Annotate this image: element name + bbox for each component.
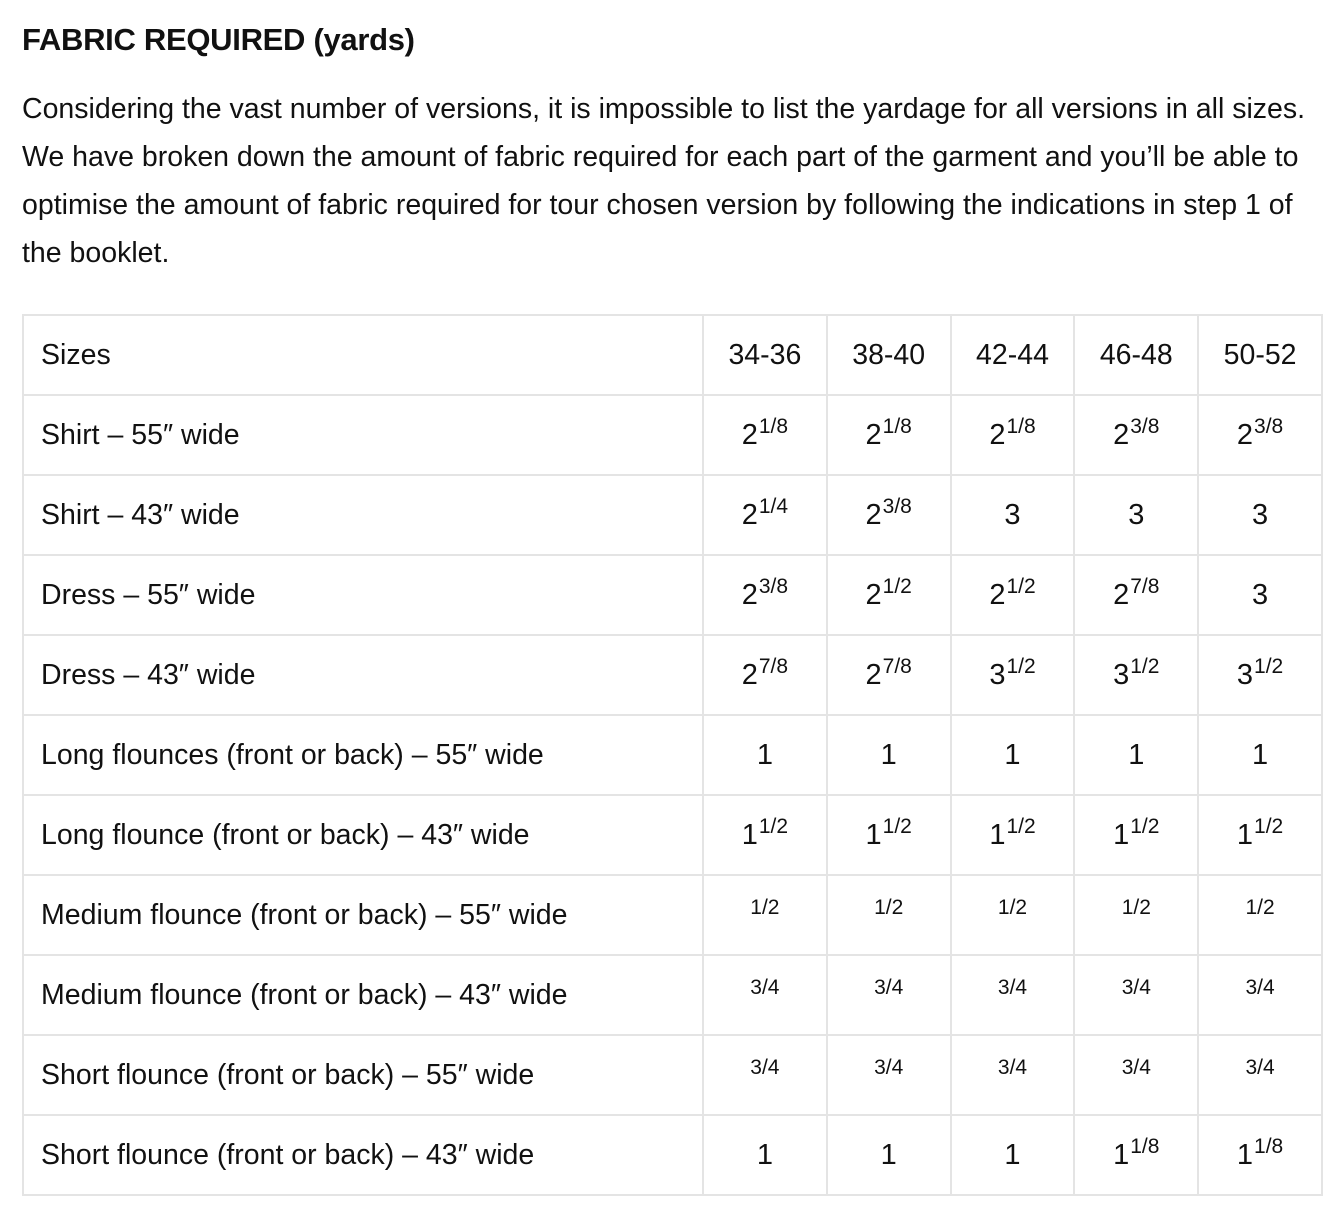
yardage-cell	[951, 875, 1075, 955]
yardage-whole: 2	[741, 578, 758, 611]
yardage-cell	[827, 955, 951, 1035]
yardage-fraction: 3/4	[874, 975, 904, 999]
yardage-fraction: 1/2	[1121, 895, 1151, 919]
table-row	[23, 635, 1322, 715]
yardage-fraction: 3/4	[1121, 975, 1151, 999]
yardage-whole: 2	[865, 658, 882, 691]
yardage-fraction: 1/2	[1006, 574, 1036, 598]
yardage-fraction: 7/8	[758, 654, 789, 678]
row-label: Shirt – 43″ wide	[23, 475, 703, 555]
yardage-whole: 1	[1252, 738, 1269, 771]
yardage-cell	[1198, 1115, 1322, 1195]
yardage-cell	[951, 955, 1075, 1035]
sizes-header: Sizes	[23, 315, 703, 395]
yardage-cell	[1198, 795, 1322, 875]
yardage-cell	[703, 635, 827, 715]
yardage-cell	[703, 955, 827, 1035]
yardage-cell	[951, 555, 1075, 635]
size-header: 42-44	[951, 315, 1075, 395]
yardage-fraction: 1/8	[758, 414, 789, 438]
yardage-cell	[1198, 395, 1322, 475]
yardage-fraction: 3/4	[750, 975, 780, 999]
yardage-whole: 2	[741, 658, 758, 691]
yardage-fraction: 1/2	[1254, 814, 1284, 838]
yardage-cell	[1074, 395, 1198, 475]
size-header: 34-36	[703, 315, 827, 395]
yardage-whole: 3	[1128, 498, 1145, 531]
yardage-fraction: 1/2	[1245, 895, 1275, 919]
yardage-cell	[1074, 1035, 1198, 1115]
yardage-cell	[703, 875, 827, 955]
yardage-whole: 1	[1128, 738, 1145, 771]
yardage-fraction: 7/8	[1130, 574, 1160, 598]
yardage-cell	[703, 1035, 827, 1115]
yardage-fraction: 3/4	[997, 1055, 1028, 1079]
yardage-whole: 1	[1004, 738, 1021, 771]
yardage-cell	[1074, 795, 1198, 875]
yardage-cell	[703, 795, 827, 875]
yardage-cell	[951, 475, 1075, 555]
table-row	[23, 395, 1322, 475]
yardage-cell	[703, 555, 827, 635]
table-row	[23, 475, 1322, 555]
yardage-fraction: 3/8	[882, 494, 912, 518]
row-label: Dress – 55″ wide	[23, 555, 703, 635]
yardage-cell	[827, 635, 951, 715]
yardage-whole: 1	[1236, 818, 1254, 851]
yardage-fraction: 3/8	[758, 574, 789, 598]
yardage-whole: 3	[1236, 658, 1254, 691]
yardage-fraction: 7/8	[882, 654, 912, 678]
yardage-cell	[827, 475, 951, 555]
yardage-fraction: 3/4	[750, 1055, 780, 1079]
table-row	[23, 715, 1322, 795]
yardage-cell	[703, 1115, 827, 1195]
yardage-fraction: 1/2	[750, 895, 780, 919]
yardage-whole: 2	[741, 418, 758, 451]
yardage-whole: 1	[756, 1138, 773, 1171]
yardage-cell	[951, 715, 1075, 795]
yardage-whole: 1	[756, 738, 773, 771]
yardage-fraction: 3/8	[1254, 414, 1284, 438]
yardage-cell	[951, 635, 1075, 715]
yardage-whole: 2	[1113, 418, 1130, 451]
yardage-cell	[1198, 1035, 1322, 1115]
yardage-whole: 1	[989, 818, 1006, 851]
yardage-whole: 2	[741, 498, 758, 531]
yardage-whole: 1	[1113, 1138, 1130, 1171]
row-label: Medium flounce (front or back) – 55″ wide	[23, 875, 703, 955]
yardage-fraction: 1/8	[1130, 1134, 1160, 1158]
yardage-cell	[827, 875, 951, 955]
yardage-whole: 3	[1252, 498, 1269, 531]
yardage-whole: 3	[1004, 498, 1021, 531]
yardage-fraction: 1/8	[1254, 1134, 1284, 1158]
yardage-cell	[1074, 475, 1198, 555]
size-header: 46-48	[1074, 315, 1198, 395]
yardage-cell	[703, 715, 827, 795]
yardage-whole: 1	[880, 1138, 897, 1171]
table-row	[23, 1115, 1322, 1195]
yardage-cell	[1198, 635, 1322, 715]
yardage-cell	[827, 795, 951, 875]
yardage-fraction: 1/2	[1130, 654, 1160, 678]
yardage-cell	[1074, 635, 1198, 715]
yardage-cell	[827, 1115, 951, 1195]
yardage-fraction: 1/2	[997, 895, 1028, 919]
yardage-cell	[1074, 955, 1198, 1035]
yardage-cell	[1198, 955, 1322, 1035]
row-label: Long flounce (front or back) – 43″ wide	[23, 795, 703, 875]
yardage-cell	[827, 395, 951, 475]
yardage-whole: 2	[865, 578, 882, 611]
yardage-fraction: 1/2	[882, 574, 912, 598]
yardage-cell	[951, 1115, 1075, 1195]
yardage-whole: 2	[989, 578, 1006, 611]
yardage-whole: 1	[880, 738, 897, 771]
yardage-cell	[951, 1035, 1075, 1115]
yardage-cell	[1198, 715, 1322, 795]
fabric-table	[22, 314, 1323, 1196]
yardage-fraction: 3/4	[1245, 975, 1275, 999]
row-label: Dress – 43″ wide	[23, 635, 703, 715]
yardage-cell	[1198, 555, 1322, 635]
yardage-fraction: 1/2	[1254, 654, 1284, 678]
table-row	[23, 795, 1322, 875]
yardage-whole: 2	[865, 418, 882, 451]
yardage-cell	[703, 475, 827, 555]
yardage-whole: 1	[1236, 1138, 1254, 1171]
table-body	[23, 395, 1322, 1195]
yardage-cell	[951, 395, 1075, 475]
yardage-fraction: 3/8	[1130, 414, 1160, 438]
size-header: 50-52	[1198, 315, 1322, 395]
yardage-whole: 3	[1113, 658, 1130, 691]
yardage-fraction: 1/2	[1006, 654, 1036, 678]
yardage-cell	[1198, 875, 1322, 955]
table-header-row	[23, 315, 1322, 395]
row-label: Short flounce (front or back) – 55″ wide	[23, 1035, 703, 1115]
yardage-fraction: 1/4	[758, 494, 789, 518]
table-row	[23, 555, 1322, 635]
yardage-fraction: 1/2	[882, 814, 912, 838]
yardage-cell	[1198, 475, 1322, 555]
row-label: Medium flounce (front or back) – 43″ wide	[23, 955, 703, 1035]
yardage-fraction: 3/4	[997, 975, 1028, 999]
yardage-fraction: 3/4	[1245, 1055, 1275, 1079]
yardage-whole: 1	[741, 818, 758, 851]
yardage-cell	[703, 395, 827, 475]
yardage-whole: 1	[1113, 818, 1130, 851]
yardage-cell	[1074, 875, 1198, 955]
table-row	[23, 875, 1322, 955]
yardage-whole: 1	[1004, 1138, 1021, 1171]
yardage-whole: 1	[865, 818, 882, 851]
yardage-cell	[1074, 1115, 1198, 1195]
yardage-fraction: 3/4	[874, 1055, 904, 1079]
size-header: 38-40	[827, 315, 951, 395]
intro-paragraph: Considering the vast number of versions, it is impossible to list the yardage for all versions in all sizes. We have broken down the amount of fabric required for each part of the garment and you’ll be able to optimise the amount of fabric required for tour chosen version by following the indications in step 1 of the booklet.	[22, 93, 1306, 269]
table-row	[23, 1035, 1322, 1115]
yardage-cell	[1074, 555, 1198, 635]
row-label: Shirt – 55″ wide	[23, 395, 703, 475]
table-row	[23, 955, 1322, 1035]
yardage-whole: 3	[989, 658, 1006, 691]
yardage-fraction: 1/8	[882, 414, 912, 438]
yardage-fraction: 1/2	[874, 895, 904, 919]
page-title: FABRIC REQUIRED (yards)	[22, 22, 415, 57]
yardage-fraction: 1/2	[758, 814, 789, 838]
yardage-fraction: 1/2	[1006, 814, 1036, 838]
yardage-whole: 2	[989, 418, 1006, 451]
yardage-fraction: 3/4	[1121, 1055, 1151, 1079]
yardage-whole: 2	[1113, 578, 1130, 611]
yardage-fraction: 1/2	[1130, 814, 1160, 838]
yardage-whole: 2	[1236, 418, 1254, 451]
yardage-cell	[951, 795, 1075, 875]
yardage-cell	[1074, 715, 1198, 795]
yardage-fraction: 1/8	[1006, 414, 1036, 438]
row-label: Long flounces (front or back) – 55″ wide	[23, 715, 703, 795]
yardage-cell	[827, 715, 951, 795]
yardage-whole: 3	[1252, 578, 1269, 611]
yardage-cell	[827, 555, 951, 635]
yardage-whole: 2	[865, 498, 882, 531]
yardage-cell	[827, 1035, 951, 1115]
row-label: Short flounce (front or back) – 43″ wide	[23, 1115, 703, 1195]
